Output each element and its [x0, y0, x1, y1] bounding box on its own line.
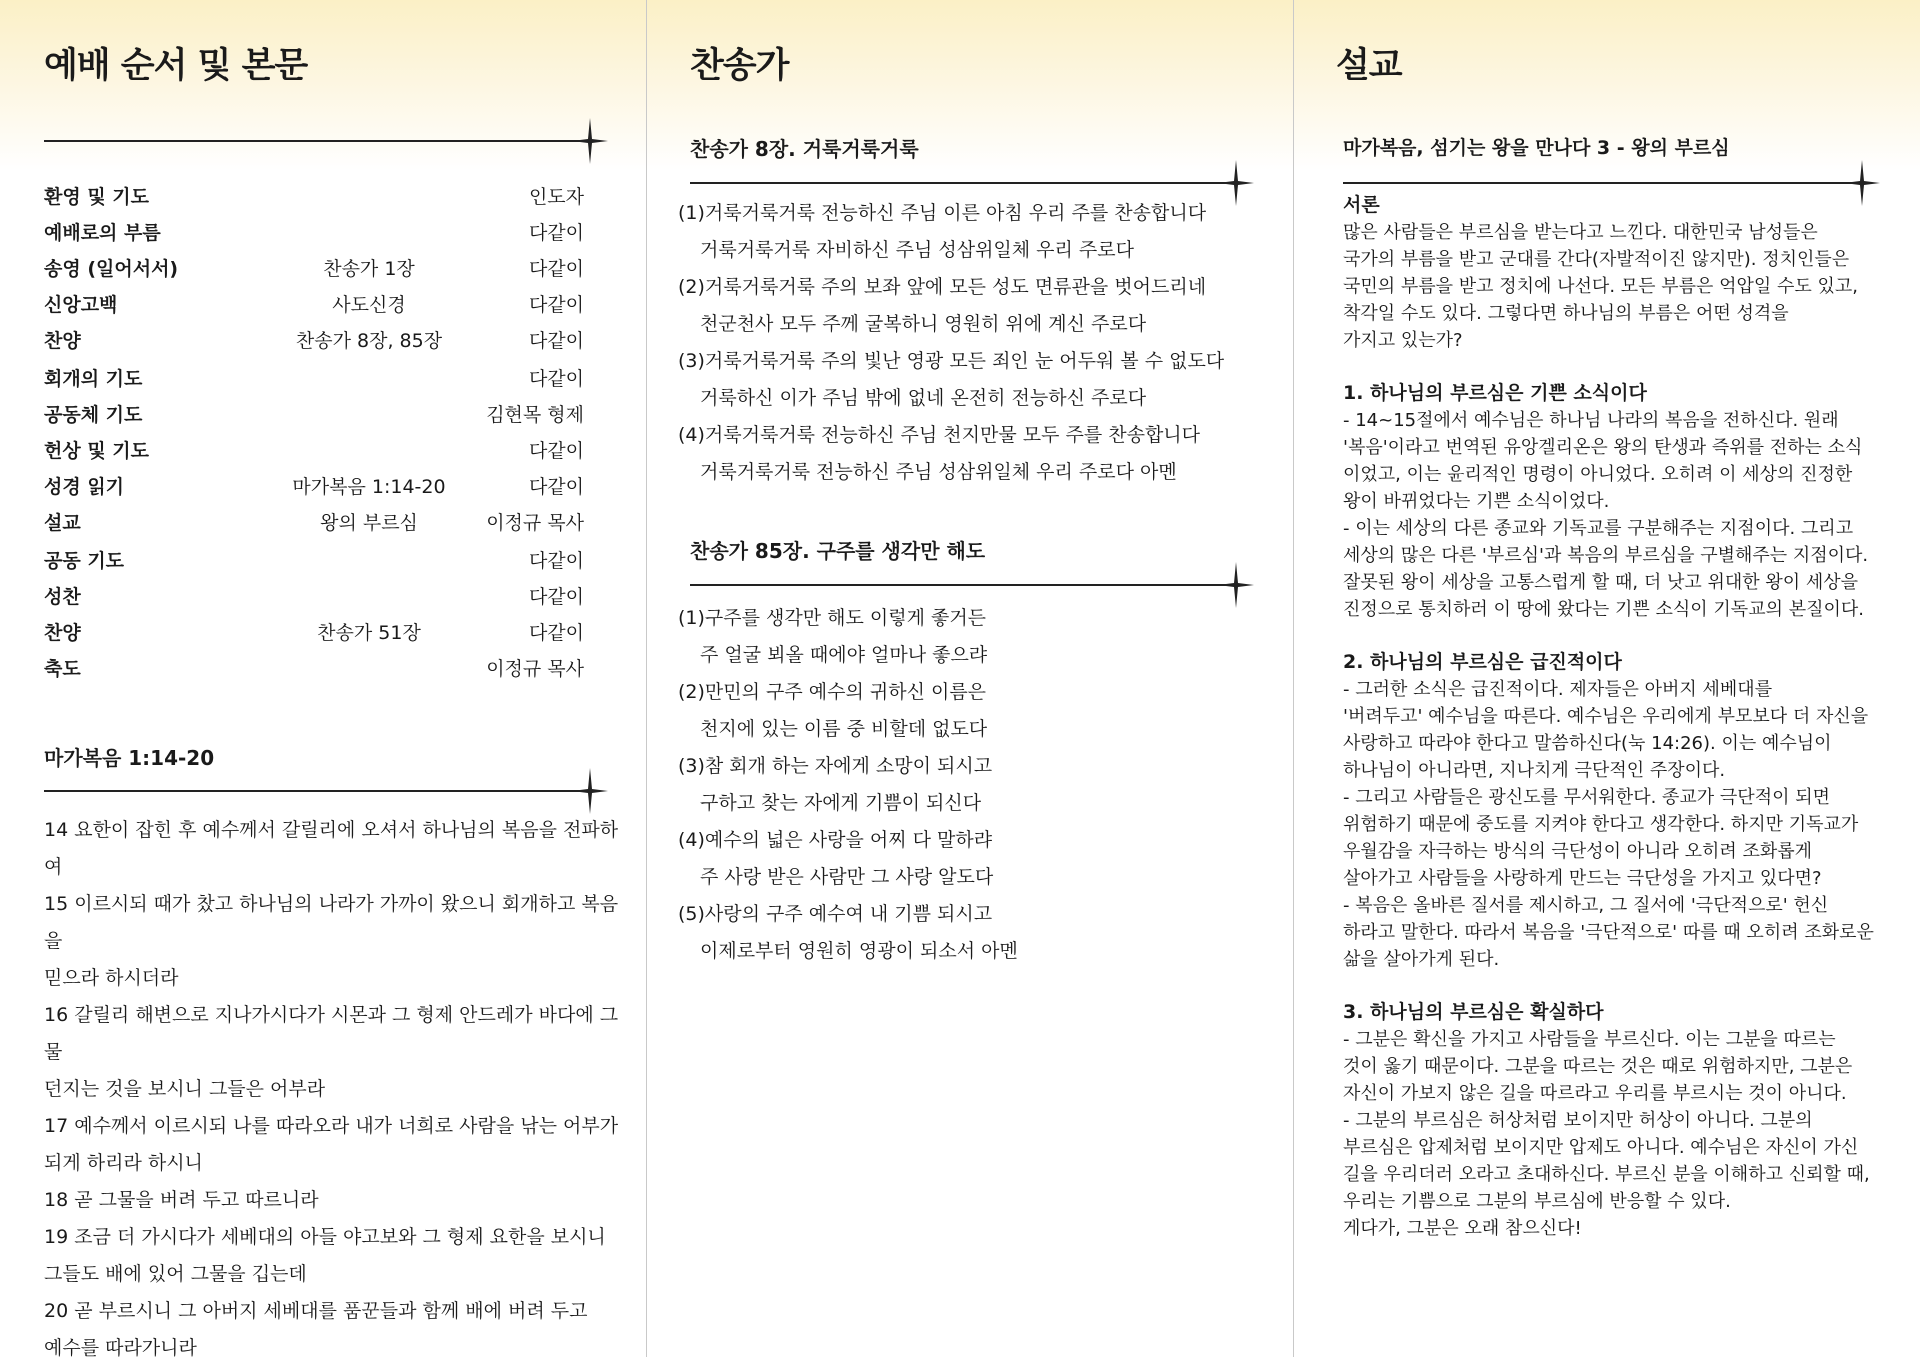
order-row [44, 290, 584, 318]
hymn-line: (3)거룩거룩거룩 주의 빛난 영광 모든 죄인 눈 어두워 볼 수 없도다 [678, 350, 1225, 372]
sermon-line: 사랑하고 따라야 한다고 말씀하신다(눅 14:26). 이는 예수님이 [1343, 733, 1832, 754]
order-item-leader: 다같이 [528, 258, 584, 280]
hymn-line: (1)구주를 생각만 해도 이렇게 좋거든 [678, 607, 987, 629]
page-title-hymns: 찬송가 [690, 46, 789, 86]
hymn-line: (4)거룩거룩거룩 전능하신 주님 천지만물 모두 주를 찬송합니다 [678, 424, 1201, 446]
order-item-leader: 김현목 형제 [486, 404, 584, 426]
order-row [44, 436, 584, 464]
order-item-leader: 다같이 [528, 294, 584, 316]
sermon-line: 하라고 말한다. 따라서 복음을 '극단적으로' 따를 때 오히려 조화로운 [1343, 922, 1874, 943]
order-item-detail: 마가복음 1:14-20 [292, 476, 446, 498]
order-item-detail: 찬송가 51장 [317, 622, 421, 644]
spacer [1343, 623, 1903, 649]
scripture-line: 믿으라 하시더라 [44, 967, 179, 989]
scripture-line: 18 곧 그물을 버려 두고 따르니라 [44, 1189, 319, 1211]
order-item-name: 성경 읽기 [44, 476, 125, 498]
sermon-line: 우월감을 자극하는 방식의 극단성이 아니라 오히려 조화롭게 [1343, 841, 1813, 862]
scripture-line: 예수를 따라가니라 [44, 1337, 197, 1359]
sermon-line: 자신이 가보지 않은 길을 따르라고 우리를 부르시는 것이 아니다. [1343, 1083, 1847, 1104]
order-item-name: 성찬 [44, 586, 81, 608]
sermon-heading-section-1: 1. 하나님의 부르심은 기쁜 소식이다 [1343, 382, 1647, 404]
sermon-line: 삶을 살아가게 된다. [1343, 949, 1500, 970]
sermon-line: 게다가, 그분은 오래 참으신다! [1343, 1218, 1582, 1239]
order-item-leader: 인도자 [528, 186, 584, 208]
order-item-leader: 이정규 목사 [486, 512, 584, 534]
order-row [44, 546, 584, 574]
order-item-name: 찬양 [44, 622, 81, 644]
scripture-line: 17 예수께서 이르시되 나를 따라오라 내가 너희로 사람을 낚는 어부가 [44, 1115, 619, 1137]
order-row [44, 654, 584, 682]
hymn-line: 거룩하신 이가 주님 밖에 없네 온전히 전능하신 주로다 [700, 387, 1147, 409]
hymn-line: 거룩거룩거룩 전능하신 주님 성삼위일체 우리 주로다 아멘 [700, 461, 1177, 483]
spacer [1343, 354, 1903, 380]
divider-rule [44, 140, 596, 142]
sermon-line: 많은 사람들은 부르심을 받는다고 느낀다. 대한민국 남성들은 [1343, 222, 1818, 243]
sermon-line: 국민의 부름을 받고 정치에 나선다. 모든 부름은 억압일 수도 있고, [1343, 276, 1859, 297]
order-item-name: 신앙고백 [44, 294, 118, 316]
sermon-line: 국가의 부름을 받고 군대를 간다(자발적이진 않지만). 정치인들은 [1343, 249, 1850, 270]
order-item-leader: 다같이 [528, 222, 584, 244]
hymn-lyrics [678, 600, 1278, 970]
scripture-text [44, 812, 624, 1367]
sermon-title: 마가복음, 섬기는 왕을 만나다 3 - 왕의 부르심 [1343, 137, 1730, 159]
hymn-line: 주 사랑 받은 사람만 그 사랑 알도다 [700, 866, 994, 888]
column-divider [1293, 0, 1294, 1357]
sermon-line: 가지고 있는가? [1343, 330, 1463, 351]
hymn-line: 주 얼굴 뵈올 때에야 얼마나 좋으랴 [700, 644, 988, 666]
order-item-name: 설교 [44, 512, 81, 534]
sermon-line: 왕이 바뀌었다는 기쁜 소식이었다. [1343, 491, 1610, 512]
sermon-line: - 이는 세상의 다른 종교와 기독교를 구분해주는 지점이다. 그리고 [1343, 518, 1854, 539]
scripture-line: 16 갈릴리 해변으로 지나가시다가 시몬과 그 형제 안드레가 바다에 그물 [44, 1004, 619, 1063]
page-title-order: 예배 순서 및 본문 [44, 46, 308, 86]
order-item-name: 환영 및 기도 [44, 186, 149, 208]
sermon-line: - 그분의 부르심은 허상처럼 보이지만 허상이 아니다. 그분의 [1343, 1110, 1813, 1131]
order-item-leader: 다같이 [528, 440, 584, 462]
sermon-line: 이었고, 이는 윤리적인 명령이 아니었다. 오히려 이 세상의 진정한 [1343, 464, 1853, 485]
sermon-heading-section-3: 3. 하나님의 부르심은 확실하다 [1343, 1001, 1604, 1023]
sermon-line: '복음'이라고 번역된 유앙겔리온은 왕의 탄생과 즉위를 전하는 소식 [1343, 437, 1863, 458]
order-item-detail: 사도신경 [332, 294, 406, 316]
divider-rule [44, 790, 596, 792]
spacer [1343, 973, 1903, 999]
divider-rule [690, 584, 1240, 586]
order-item-leader: 다같이 [528, 368, 584, 390]
order-item-name: 헌상 및 기도 [44, 440, 149, 462]
sermon-line: - 그리고 사람들은 광신도를 무서워한다. 종교가 극단적이 되면 [1343, 787, 1830, 808]
order-row [44, 618, 584, 646]
order-item-name: 회개의 기도 [44, 368, 143, 390]
sermon-line: - 복음은 올바른 질서를 제시하고, 그 질서에 '극단적으로' 헌신 [1343, 895, 1829, 916]
order-item-name: 공동체 기도 [44, 404, 143, 426]
order-item-leader: 다같이 [528, 622, 584, 644]
order-row [44, 254, 584, 282]
order-row [44, 472, 584, 500]
hymn-title: 찬송가 85장. 구주를 생각만 해도 [690, 539, 986, 563]
sparkle-icon [572, 118, 608, 164]
order-item-detail: 찬송가 1장 [323, 258, 415, 280]
sermon-heading-intro: 서론 [1343, 194, 1380, 216]
hymn-lyrics [678, 195, 1278, 491]
sermon-line: - 그분은 확신을 가지고 사람들을 부르신다. 이는 그분을 따르는 [1343, 1029, 1836, 1050]
order-item-name: 찬양 [44, 330, 81, 352]
order-row [44, 400, 584, 428]
hymn-line: (3)참 회개 하는 자에게 소망이 되시고 [678, 755, 993, 777]
scripture-line: 15 이르시되 때가 찼고 하나님의 나라가 가까이 왔으니 회개하고 복음을 [44, 893, 619, 952]
divider-rule [690, 182, 1240, 184]
sermon-line: - 14~15절에서 예수님은 하나님 나라의 복음을 전하신다. 원래 [1343, 410, 1839, 431]
scripture-title: 마가복음 1:14-20 [44, 746, 215, 770]
order-row [44, 508, 584, 536]
page-title-sermon: 설교 [1336, 46, 1402, 86]
sermon-line: 하나님이 아니라면, 지나치게 극단적인 주장이다. [1343, 760, 1726, 781]
sermon-line: 진정으로 통치하러 이 땅에 왔다는 기쁜 소식이 기독교의 본질이다. [1343, 599, 1864, 620]
order-item-leader: 다같이 [528, 586, 584, 608]
order-item-detail: 찬송가 8장, 85장 [295, 330, 443, 352]
sermon-line: 잘못된 왕이 세상을 고통스럽게 할 때, 더 낫고 위대한 왕이 세상을 [1343, 572, 1859, 593]
sermon-heading-section-2: 2. 하나님의 부르심은 급진적이다 [1343, 651, 1622, 673]
order-item-leader: 다같이 [528, 550, 584, 572]
sermon-line: 살아가고 사람들을 사랑하게 만드는 극단성을 가지고 있다면? [1343, 868, 1822, 889]
sermon-line: 부르심은 압제처럼 보이지만 압제도 아니다. 예수님은 자신이 가신 [1343, 1137, 1859, 1158]
hymn-line: 천군천사 모두 주께 굴복하니 영원히 위에 계신 주로다 [700, 313, 1147, 335]
hymn-line: 이제로부터 영원히 영광이 되소서 아멘 [700, 940, 1018, 962]
sermon-body [1343, 192, 1903, 1242]
order-item-name: 축도 [44, 658, 81, 680]
order-row [44, 582, 584, 610]
sermon-line: - 그러한 소식은 급진적이다. 제자들은 아버지 세베대를 [1343, 679, 1773, 700]
scripture-line: 던지는 것을 보시니 그들은 어부라 [44, 1078, 326, 1100]
hymn-line: 천지에 있는 이름 중 비할데 없도다 [700, 718, 988, 740]
hymn-line: (4)예수의 넓은 사랑을 어찌 다 말하랴 [678, 829, 993, 851]
sparkle-icon [572, 768, 608, 814]
order-item-name: 공동 기도 [44, 550, 125, 572]
sermon-line: 길을 우리더러 오라고 초대하신다. 부르신 분을 이해하고 신뢰할 때, [1343, 1164, 1870, 1185]
sermon-line: 세상의 많은 다른 '부르심'과 복음의 부르심을 구별해주는 지점이다. [1343, 545, 1869, 566]
order-item-name: 송영 (일어서서) [44, 258, 179, 280]
hymn-title: 찬송가 8장. 거룩거룩거룩 [690, 137, 919, 161]
hymn-line: 거룩거룩거룩 자비하신 주님 성삼위일체 우리 주로다 [700, 239, 1134, 261]
sermon-line: 착각일 수도 있다. 그렇다면 하나님의 부름은 어떤 성격을 [1343, 303, 1789, 324]
hymn-line: 구하고 찾는 자에게 기쁨이 되신다 [700, 792, 982, 814]
sermon-line: 우리는 기쁨으로 그분의 부르심에 반응할 수 있다. [1343, 1191, 1731, 1212]
hymn-line: (2)거룩거룩거룩 주의 보좌 앞에 모든 성도 면류관을 벗어드리네 [678, 276, 1207, 298]
order-item-name: 예배로의 부름 [44, 222, 161, 244]
hymn-line: (1)거룩거룩거룩 전능하신 주님 이른 아침 우리 주를 찬송합니다 [678, 202, 1207, 224]
scripture-line: 되게 하리라 하시니 [44, 1152, 203, 1174]
order-row [44, 326, 584, 354]
sermon-line: '버려두고' 예수님을 따른다. 예수님은 우리에게 부모보다 더 자신을 [1343, 706, 1869, 727]
order-row [44, 218, 584, 246]
divider-rule [1343, 182, 1863, 184]
order-item-leader: 다같이 [528, 476, 584, 498]
order-item-leader: 다같이 [528, 330, 584, 352]
order-row [44, 182, 584, 210]
sermon-line: 것이 옳기 때문이다. 그분을 따르는 것은 때로 위험하지만, 그분은 [1343, 1056, 1853, 1077]
hymn-line: (2)만민의 구주 예수의 귀하신 이름은 [678, 681, 987, 703]
scripture-line: 14 요한이 잡힌 후 예수께서 갈릴리에 오셔서 하나님의 복음을 전파하여 [44, 819, 619, 878]
column-divider [646, 0, 647, 1357]
scripture-line: 20 곧 부르시니 그 아버지 세베대를 품꾼들과 함께 배에 버려 두고 [44, 1300, 588, 1322]
scripture-line: 그들도 배에 있어 그물을 깁는데 [44, 1263, 307, 1285]
order-row [44, 364, 584, 392]
scripture-line: 19 조금 더 가시다가 세베대의 아들 야고보와 그 형제 요한을 보시니 [44, 1226, 606, 1248]
order-item-detail: 왕의 부르심 [320, 512, 418, 534]
order-item-leader: 이정규 목사 [486, 658, 584, 680]
hymn-line: (5)사랑의 구주 예수여 내 기쁨 되시고 [678, 903, 993, 925]
sermon-line: 위험하기 때문에 중도를 지켜야 한다고 생각한다. 하지만 기독교가 [1343, 814, 1859, 835]
